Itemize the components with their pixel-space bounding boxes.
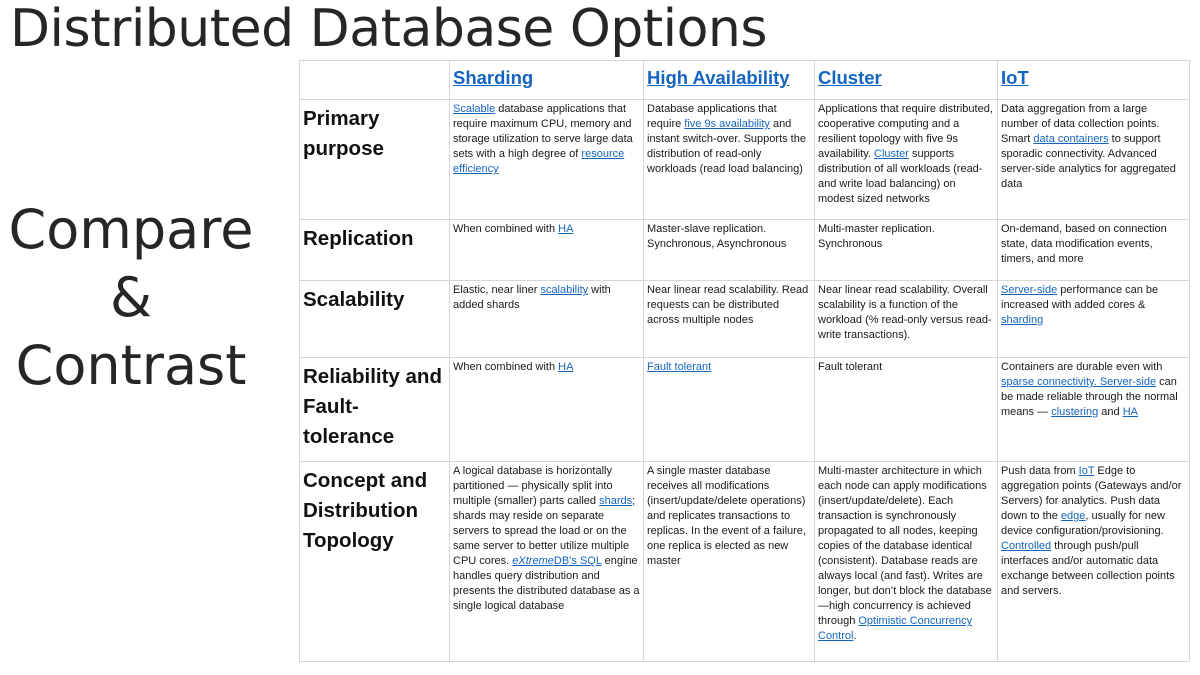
cluster-link[interactable]: Cluster [818,67,882,88]
cell-text: Near linear read scalability. Read requests can be distributed across multiple nodes [647,284,809,326]
cell-link[interactable]: DB’s SQL [553,555,602,567]
sharding-link[interactable]: Sharding [453,67,534,88]
cell-text: Push data from [1001,465,1079,477]
cell-text: Data aggregation from a large number of data collection points. Smart [1001,103,1160,145]
table-cell [644,100,815,220]
table-cell [998,281,1190,358]
column-header-high-availability [644,61,815,100]
table-cell [815,358,998,462]
cell-text: Elastic, near liner [453,284,541,296]
cell-text: . [853,630,857,642]
cell-text: When combined with [453,223,559,235]
cell-text: ; shards may reside on separate servers to spread the load or on the same server to better utilize multiple CPU cores. [453,495,636,567]
table-cell [450,462,644,662]
column-header-sharding [450,61,644,100]
cell-text: supports distribution of all workloads (read- and write load balancing) on modest sized networks [818,148,983,205]
cell-link[interactable]: Cluster [874,148,909,160]
cell-text: and instant switch-over. Supports the distribution of read-only workloads (read load balancing) [647,118,806,175]
cell-text: Containers are durable even with [1001,361,1163,373]
cell-text: Multi-master replication. Synchronous [818,223,935,250]
table-row [300,100,1190,220]
cell-link[interactable]: IoT [1078,465,1095,477]
cell-link[interactable]: edge [1060,510,1086,522]
table-header-row [300,61,1190,100]
table-cell [450,358,644,462]
cell-text: A logical database is horizontally partitioned — physically split into multiple (smaller) parts called [453,465,613,507]
cell-text: Applications that require distributed, cooperative computing and a resilient topology with five 9s availability. [818,103,993,160]
high-availability-link[interactable]: High Availability [647,67,790,88]
cell-link[interactable]: clustering [1051,406,1099,418]
cell-text: Multi-master architecture in which each node can apply modifications (insert/update/delete). Each transaction is synchronously propagated to all nodes, keeping copies of the database identical (consistent). Database reads are always local (and fast). Writes are longer, but don’t block the database —high concurrency is achieved through [818,465,992,627]
table-cell [815,281,998,358]
cell-text: On-demand, based on connection state, data modification events, timers, and more [1001,223,1167,265]
cell-text: , usually for new device configuration/provisioning. [1001,510,1165,537]
side-label-line: Compare [8,198,254,261]
cell-link[interactable]: HA [1122,406,1138,418]
table-row [300,281,1190,358]
cell-link[interactable]: Fault tolerant [647,361,712,373]
table-cell [644,462,815,662]
header-corner-cell [300,61,450,100]
column-header-iot [998,61,1190,100]
comparison-table [299,60,1190,662]
table-cell [815,220,998,281]
table-row [300,462,1190,662]
cell-link[interactable]: HA [558,361,574,373]
table-cell [998,462,1190,662]
table-cell [450,100,644,220]
table-cell [644,358,815,462]
row-header: Concept and Distribution Topology [300,462,450,662]
cell-link[interactable]: five 9s availability [684,118,770,130]
cell-text: Master-slave replication. Synchronous, Asynchronous [647,223,787,250]
cell-text: engine handles query distribution and presents the distributed database as a single logical database [453,555,640,612]
cell-link[interactable]: shards [599,495,633,507]
cell-text: to support sporadic connectivity. Advanced server-side analytics for aggregated data [1001,133,1176,190]
table-row [300,358,1190,462]
row-header: Reliability and Fault-tolerance [300,358,450,462]
iot-link[interactable]: IoT [1001,67,1029,88]
cell-text: A single master database receives all modifications (insert/update/delete operations) and replicates transactions to replicas. In the event of a failure, one replica is elected as new master [647,465,806,567]
column-header-cluster [815,61,998,100]
table-cell [998,358,1190,462]
cell-link[interactable]: data containers [1033,133,1109,145]
cell-link[interactable]: resource efficiency [453,148,625,175]
cell-text: Fault tolerant [818,361,883,373]
cell-text: database applications that require maximum CPU, memory and storage utilization to serve large data sets with a high degree of [453,103,633,160]
cell-text: can be made reliable through the normal means — [1001,376,1178,418]
table-row [300,220,1190,281]
cell-text: Edge to aggregation points (Gateways and/or Servers) for analytics. Push data down to the [1001,465,1182,522]
cell-text: with added shards [453,284,611,311]
cell-link[interactable]: sparse connectivity. Server-side [1001,376,1157,388]
cell-link[interactable]: Server-side [1001,284,1058,296]
cell-text: Near linear read scalability. Overall scalability is a function of the workload (% read-only versus read-write transactions). [818,284,992,341]
cell-text: Database applications that require [647,103,777,130]
table-cell [998,220,1190,281]
table-cell [450,281,644,358]
row-header: Replication [300,220,450,281]
side-label-line: Contrast [15,334,247,397]
side-label [0,196,262,400]
table-cell [998,100,1190,220]
cell-link[interactable]: scalability [540,284,589,296]
cell-text: When combined with [453,361,559,373]
cell-link[interactable]: sharding [1001,314,1044,326]
cell-link[interactable]: Scalable [453,103,496,115]
cell-link[interactable]: eXtreme [512,555,554,567]
table-cell [644,220,815,281]
table-cell [815,100,998,220]
cell-link[interactable]: HA [558,223,574,235]
row-header: Scalability [300,281,450,358]
slide-title: Distributed Database Options [10,0,767,59]
cell-link[interactable]: Controlled [1001,540,1052,552]
side-label-line: & [109,266,153,329]
table-cell [815,462,998,662]
table-cell [644,281,815,358]
cell-text: performance can be increased with added cores & [1001,284,1159,311]
row-header: Primary purpose [300,100,450,220]
cell-link[interactable]: Optimistic Concurrency Control [818,615,973,642]
cell-text: through push/pull interfaces and/or automatic data exchange between collection points and servers. [1001,540,1175,597]
table-cell [450,220,644,281]
cell-text: and [1098,406,1123,418]
